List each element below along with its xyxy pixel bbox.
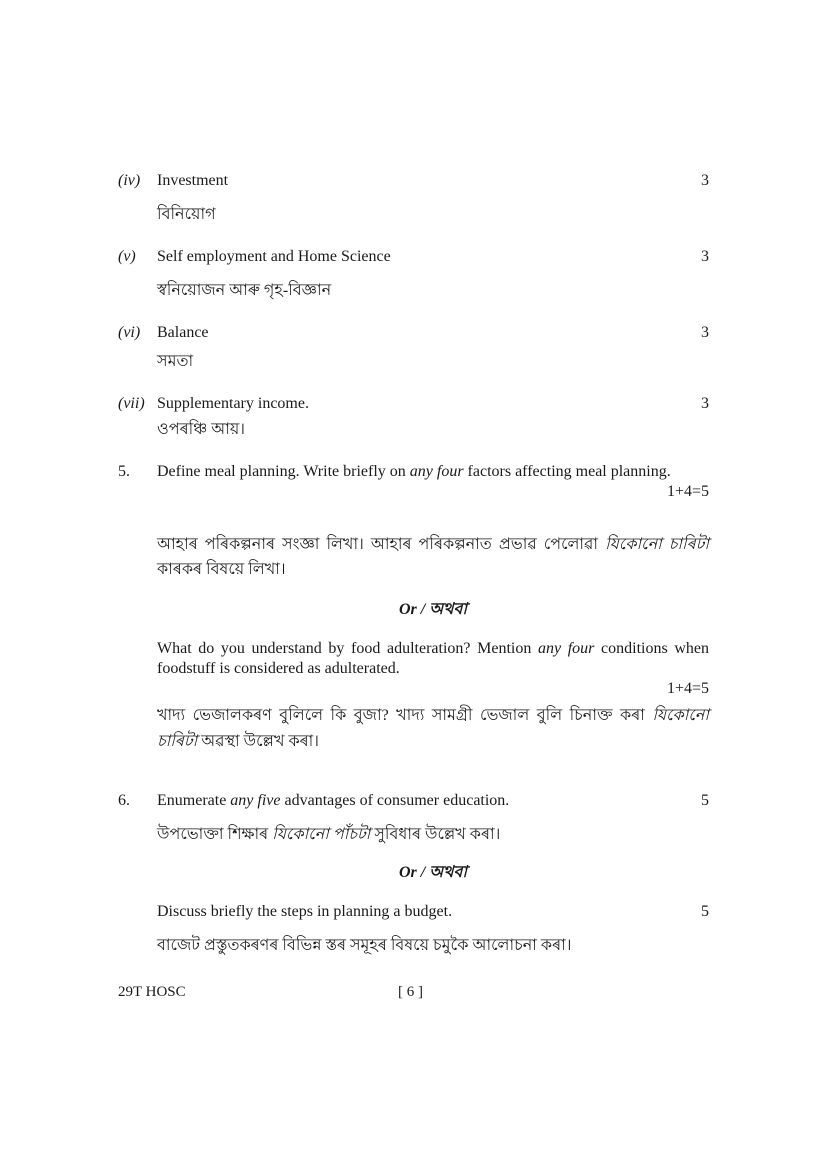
question-assamese (157, 532, 709, 582)
subitem-assamese: বিনিয়োগ (157, 206, 216, 223)
or-separator: Or / অথবা (399, 864, 467, 881)
question-english-row (157, 791, 709, 811)
question-english (157, 791, 689, 811)
page-number: [ 6 ] (398, 984, 423, 1000)
text: কাৰকৰ (157, 561, 203, 578)
subitem-label: (iv) (118, 172, 141, 189)
marks: 3 (701, 395, 709, 412)
question-6 (118, 791, 709, 956)
question-assamese (157, 825, 709, 845)
subitem-assamese: সমতা (157, 353, 194, 370)
text: সুবিধাৰ উল্লেখ কৰা। (370, 826, 501, 843)
marks: 1+4=5 (666, 680, 709, 697)
marks: 3 (701, 248, 709, 265)
alt-question-english-cont: conditions when foodstuff is considered as adulterated. (157, 640, 710, 677)
paper-code: 29T HOSC (118, 984, 186, 1000)
question-body (157, 462, 709, 755)
subitem-vi (118, 323, 709, 372)
marks: 5 (701, 792, 709, 809)
marks: 5 (701, 903, 709, 920)
subitem-body (157, 394, 689, 440)
subitem-assamese: স্বনিয়োজন আৰু গৃহ-বিজ্ঞান (157, 282, 332, 299)
emphasis: যিকোনো চাৰিটা (605, 536, 709, 553)
emphasis: যিকোনো চাৰিটা (157, 707, 709, 750)
or-separator: Or / অথবা (399, 601, 467, 618)
subitem-body (157, 323, 689, 372)
subitem-label: (vii) (118, 395, 145, 412)
emphasis: যিকোনো পাঁচটা (272, 826, 371, 843)
subitem-v (118, 247, 709, 301)
question-body (157, 791, 709, 956)
text: factors affecting meal (463, 463, 607, 480)
alt-question-assamese: বাজেট প্ৰস্তুতকৰণৰ বিভিন্ন স্তৰ সমূহৰ বিষয়ে চমুকৈ আলোচনা কৰা। (157, 937, 572, 954)
emphasis: any four (537, 640, 595, 657)
alt-question-assamese (157, 703, 709, 755)
alt-question-english (157, 639, 709, 679)
marks: 3 (701, 324, 709, 341)
question-english (157, 462, 709, 482)
marks: 3 (701, 172, 709, 189)
subitem-label: (v) (118, 248, 136, 265)
subitem-body (157, 171, 689, 225)
text: আহাৰ পৰিকল্পনাৰ সংজ্ঞা লিখা। আহাৰ পৰিকল্পনাত প্ৰভাৱ পেলোৱা (157, 536, 606, 553)
subitem-vii (118, 394, 709, 440)
marks: 1+4=5 (666, 483, 709, 500)
subitem-english: Supplementary income. (157, 395, 309, 412)
subitem-english: Self employment and Home Science (157, 248, 391, 265)
question-page (118, 171, 709, 956)
subitem-english: Investment (157, 172, 229, 189)
emphasis: any five (230, 792, 281, 809)
alt-question-assamese-cont: অৱস্থা উল্লেখ কৰা। (201, 733, 320, 750)
question-number: 5. (118, 463, 130, 480)
question-english-cont: planning. (610, 463, 671, 480)
question-5 (118, 462, 709, 755)
text: What do you understand by food adulteration? Mention (157, 640, 538, 657)
alt-question-english: Discuss briefly the steps in planning a budget. (157, 903, 453, 920)
text: Enumerate (157, 792, 231, 809)
subitem-assamese: ওপৰঞ্চি আয়। (157, 421, 246, 438)
text: advantages of consumer education. (280, 792, 510, 809)
subitem-body (157, 247, 689, 301)
subitem-label: (vi) (118, 324, 141, 341)
subitem-english: Balance (157, 324, 209, 341)
text: উপভোক্তা শিক্ষাৰ (157, 826, 273, 843)
alt-question-english-row (157, 902, 709, 922)
text: Define meal planning. Write briefly on (157, 463, 410, 480)
subitem-iv (118, 171, 709, 225)
text: খাদ্য ভেজালকৰণ বুলিলে কি বুজা? খাদ্য সামগ্ৰী ভেজাল বুলি চিনাক্ত কৰা (157, 707, 653, 724)
question-number: 6. (118, 792, 130, 809)
question-assamese-cont: বিষয়ে লিখা। (206, 561, 286, 578)
emphasis: any four (409, 463, 464, 480)
